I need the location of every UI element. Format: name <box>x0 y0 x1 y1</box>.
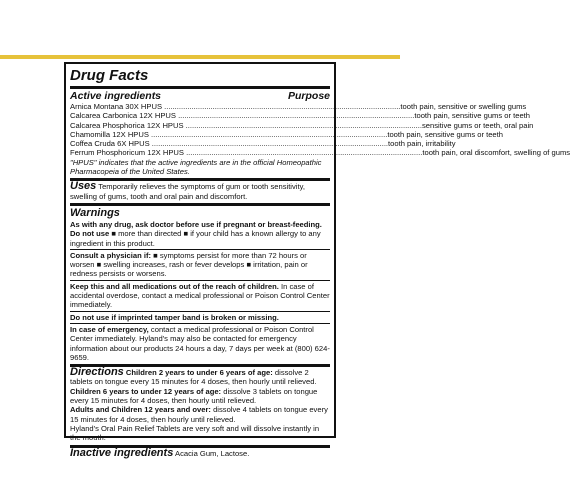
directions-note: Hyland's Oral Pain Relief Tablets are very soft and will dissolve instantly in the mouth. <box>70 423 320 443</box>
active-ingredients-header <box>70 90 330 102</box>
purpose-heading: Purpose <box>287 90 330 102</box>
inactive-ingredients-section <box>70 446 330 459</box>
divider <box>70 311 330 312</box>
tamper-warning: Do not use if imprinted tamper band is broken or missing. <box>70 312 279 322</box>
directions-item: Children 6 years to under 12 years of age: dissolve 3 tablets on tongue every 15 minutes for 4 doses, then hourly until relieved. <box>70 386 318 406</box>
divider <box>70 86 330 89</box>
directions-section: Directions Children 2 years to under 6 years of age: dissolve 2 tablets on tongue every 15 minutes for 4 doses, then hourly until relieved. <box>70 366 317 387</box>
consult-physician-warning: Consult a physician if: ■ symptoms persist for more than 72 hours or worsen ■ swelling increases, rash or fever develops ■ irritation, pain or redness persists or worsens. <box>70 250 308 279</box>
ask-doctor-warning: As with any drug, ask doctor before use if pregnant or breast-feeding. <box>70 219 322 229</box>
ingredient-row: Coffea Cruda 6X HPUS ..... tooth pain, irritability <box>70 139 330 148</box>
divider <box>70 323 330 324</box>
uses-text: Temporarily relieves the symptoms of gum or tooth sensitivity, swelling of gums, tooth and oral pain and discomfort. <box>70 182 305 201</box>
ingredients-list <box>70 102 570 177</box>
directions-item: Adults and Children 12 years and over: dissolve 4 tablets on tongue every 15 minutes for 4 doses, then hourly until relieved. <box>70 405 328 424</box>
divider <box>70 249 330 250</box>
ingredient-row: Arnica Montana 30X HPUS ..... tooth pain, sensitive or swelling gums <box>70 102 330 111</box>
ingredient-row: Calcarea Carbonica 12X HPUS ..... tooth pain, sensitive gums or teeth <box>70 111 330 120</box>
uses-section <box>70 182 330 201</box>
inactive-ingredients-heading: Inactive ingredients <box>70 446 174 459</box>
ingredient-row: Chamomilla 12X HPUS ..... tooth pain, sensitive gums or teeth <box>70 130 330 139</box>
drug-facts-panel <box>64 62 570 459</box>
divider <box>70 203 330 206</box>
keep-out-of-reach-warning: Keep this and all medications out of the reach of children. In case of accidental overdose, contact a medical professional or Poison Control Center immediately. <box>70 281 330 310</box>
do-not-use-warning: Do not use ■ more than directed ■ if your child has a known allergy to any ingredient in this product. <box>70 229 321 248</box>
active-ingredients-heading: Active ingredients <box>70 90 162 102</box>
divider <box>70 178 330 181</box>
warnings-heading: Warnings <box>70 206 120 219</box>
inactive-ingredients-text: Acacia Gum, Lactose. <box>175 448 250 458</box>
ingredient-row: Ferrum Phosphoricum 12X HPUS ..... tooth pain, oral discomfort, swelling of gums <box>70 148 330 157</box>
uses-heading: Uses <box>70 180 97 193</box>
directions-heading: Directions <box>70 366 124 379</box>
hpus-note: "HPUS" indicates that the active ingredients are in the official Homeopathic Pharmacopeia of the United States. <box>70 157 322 177</box>
emergency-warning: In case of emergency, contact a medical professional or Poison Control Center immediately. Hyland's may also be contacted for emergency information about our products 24 hours a day, 7 days per week at (800) 624-9659. <box>70 324 330 362</box>
divider <box>70 280 330 281</box>
drug-facts-title: Drug Facts <box>70 67 149 84</box>
label-color-strip <box>0 55 400 59</box>
ingredient-row: Calcarea Phosphorica 12X HPUS ..... sensitive gums or teeth, oral pain <box>70 121 330 130</box>
